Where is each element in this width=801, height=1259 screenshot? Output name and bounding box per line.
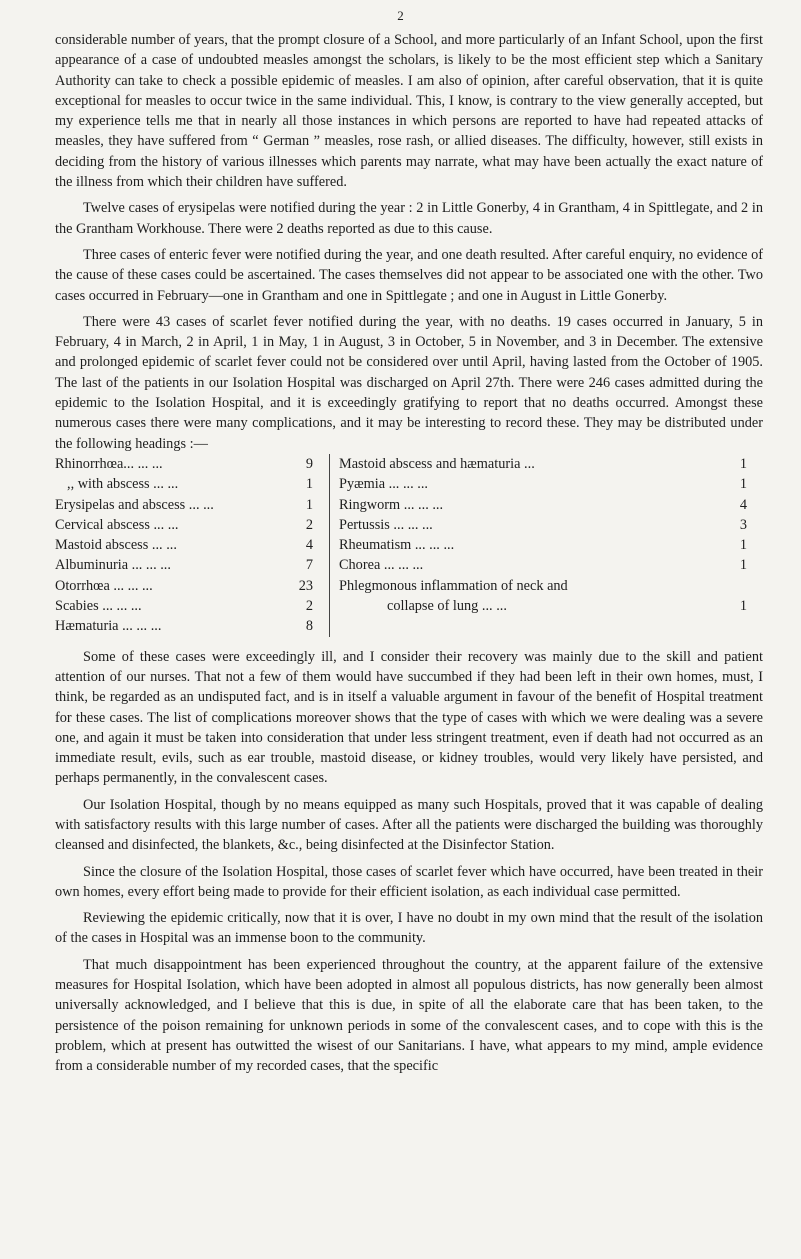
table-row [55,576,313,596]
paragraph-enteric-fever: Three cases of enteric fever were notified during the year, and one death resulted. After careful enquiry, no evidence of the cause of these cases could be ascertained. The cases themselves did not appear to be associated one with the other. Two cases occurred in February—one in Grantham and one in Spittlegate ; and one in August in Little Gonerby. [55,246,763,304]
complication-count: 1 [739,476,747,493]
table-row [55,515,313,535]
complication-count: 2 [305,598,313,615]
page-number: 2 [397,8,404,23]
table-row [55,474,313,494]
complication-label: collapse of lung ... ... [387,598,507,615]
complication-label: Ringworm ... ... ... [339,496,444,513]
complication-count: 23 [298,577,313,594]
paragraph-disappointment: That much disappointment has been experienced throughout the country, at the apparent failure of the extensive measures for Hospital Isolation, which have been adopted in almost all populous districts, has now generally been almost universally acknowledged, and I believe that this is due, in spite of all the elaborate care that has been taken, to the persistence of the poison remaining for unknown periods in some of the convalescent cases, and to cope with this is the problem, which at present has outwitted the wisest of our Sanitarians. I have, what appears to my mind, ample evidence from a considerable number of my recorded cases, that the specific [55,956,763,1075]
complication-label: Pyæmia ... ... ... [339,476,428,493]
complication-count: 3 [739,516,747,533]
complications-right-column [329,454,747,637]
table-row [55,535,313,555]
complication-label: Rheumatism ... ... ... [339,537,455,554]
complication-count: 1 [305,476,313,493]
complication-label: Mastoid abscess ... ... [55,537,177,554]
complication-count: 8 [305,618,313,635]
table-row [339,535,747,555]
table-row [55,555,313,575]
paragraph-scarlet-fever: There were 43 cases of scarlet fever notified during the year, with no deaths. 19 cases occurred in January, 5 in February, 4 in March, 2 in April, 1 in May, 1 in August, 3 in October, 5 in November, and 3 in December. The extensive and prolonged epidemic of scarlet fever could not be considered over until April, having lasted from the October of 1905. The last of the patients in our Isolation Hospital was discharged on April 27th. There were 246 cases admitted during the epidemic to the Isolation Hospital, and it is exceedingly gratifying to report that no deaths occurred. Amongst these numerous cases there were many complications, and it may be interesting to record these. They may be distributed under the following headings :— [55,313,763,452]
table-row [339,474,747,494]
paragraph-recovery: Some of these cases were exceedingly ill, and I consider their recovery was mainly due to the skill and patient attention of our nurses. That not a few of them would have succumbed if they had been left in their own homes, must, I think, be regarded as an undisputed fact, and is in itself a valuable argument in favour of the benefit of Hospital treatment for these cases. The list of complications moreover shows that the type of cases with which we were dealing was a severe one, and again it must be taken into consideration that under less stringent treatment, even if death had not occurred as an immediate result, evils, such as ear trouble, mastoid disease, or kidney troubles, would very likely have persisted, and perhaps permanently, in the convalescent cases. [55,648,763,787]
complication-label: Phlegmonous inflammation of neck and [339,577,568,594]
paragraph-erysipelas: Twelve cases of erysipelas were notified during the year : 2 in Little Gonerby, 4 in Grantham, 4 in Spittlegate, and 2 in the Grantham Workhouse. There were 2 deaths reported as due to this cause. [55,200,763,237]
table-row [55,616,313,636]
complication-label: Albuminuria ... ... ... [55,557,171,574]
table-row [339,555,747,575]
complication-count: 4 [305,537,313,554]
complication-count: 9 [305,455,313,472]
complication-count: 1 [739,537,747,554]
complication-label: Mastoid abscess and hæmaturia ... [339,455,535,472]
complication-count: 1 [739,598,747,615]
paragraph-reviewing: Reviewing the epidemic critically, now that it is over, I have no doubt in my own mind that the result of the isolation of the cases in Hospital was an immense boon to the community. [55,910,763,947]
complication-count: 7 [305,557,313,574]
complication-label: Rhinorrhœa... ... ... [55,455,163,472]
complication-label: ,, with abscess ... ... [67,476,179,493]
table-row [55,495,313,515]
complication-count: 4 [739,496,747,513]
complication-label: Otorrhœa ... ... ... [55,577,153,594]
table-row [339,576,747,596]
complication-count: 1 [739,455,747,472]
paragraph-since-closure: Since the closure of the Isolation Hospital, those cases of scarlet fever which have occurred, have been treated in their own homes, every effort being made to provide for their efficient isolation, as each individual case permitted. [55,863,763,900]
complications-table [55,454,763,637]
complication-label: Scabies ... ... ... [55,598,142,615]
complication-count: 2 [305,516,313,533]
complication-label: Hæmaturia ... ... ... [55,618,162,635]
paragraph-isolation-hospital: Our Isolation Hospital, though by no means equipped as many such Hospitals, proved that it was capable of dealing with satisfactory results with this large number of cases. After all the patients were discharged the building was thoroughly cleansed and disinfected, the blankets, &c., being disinfected at the Disinfector Station. [55,796,763,854]
paragraph-measles: considerable number of years, that the prompt closure of a School, and more particularly of an Infant School, upon the first appearance of a case of undoubted measles amongst the scholars, is likely to be the most efficient step which a Sanitary Authority can take to check a possible epidemic of measles. I am also of opinion, after careful observation, that it is quite exceptional for measles to occur twice in the same individual. This, I know, is contrary to the view generally accepted, but my experience tells me that in nearly all those instances in which persons are reported to have had repeated attacks of measles, they have suffered from “ German ” measles, rose rash, or allied diseases. The difficulty, however, still exists in deciding from the history of various illnesses which parents may narrate, what may have been actually the exact nature of the illness from which their children have suffered. [55,32,763,191]
complication-label: Erysipelas and abscess ... ... [55,496,214,513]
complications-left-column [55,454,313,637]
table-row [339,454,747,474]
table-row [339,515,747,535]
complication-count [723,576,747,596]
document-body [55,30,763,1077]
complication-label: Cervical abscess ... ... [55,516,179,533]
complication-count: 1 [305,496,313,513]
table-row [339,495,747,515]
table-row [339,596,747,616]
complication-count: 1 [739,557,747,574]
complication-label: Pertussis ... ... ... [339,516,433,533]
table-row [55,596,313,616]
table-row [55,454,313,474]
complication-label: Chorea ... ... ... [339,557,424,574]
